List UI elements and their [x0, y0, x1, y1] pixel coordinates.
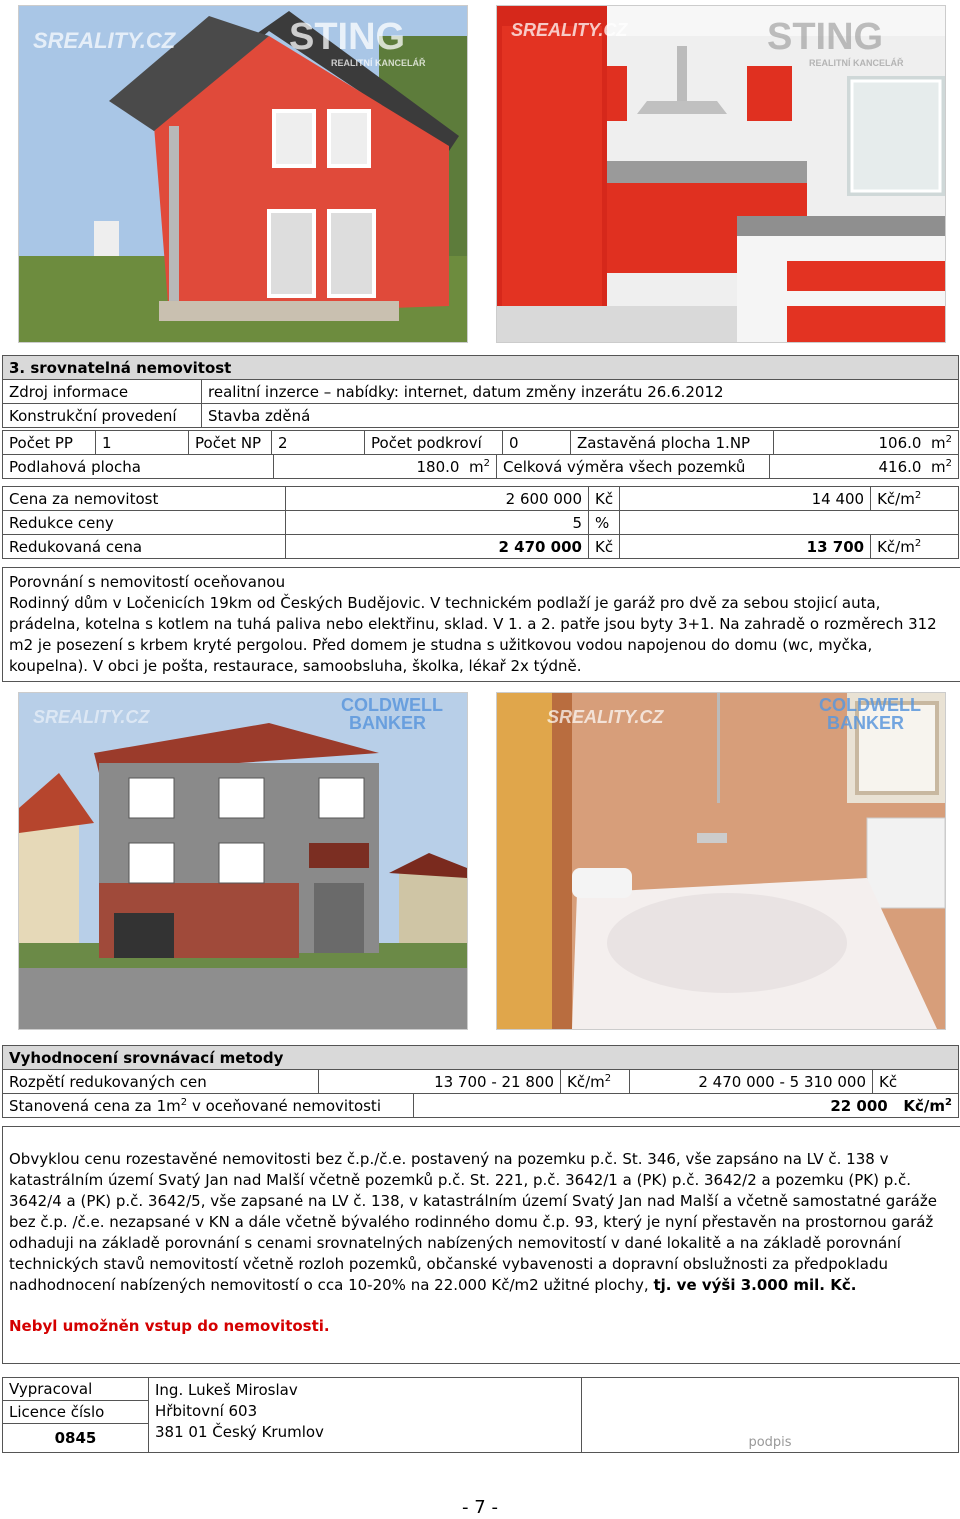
- licence-label: Licence číslo: [3, 1401, 149, 1424]
- construction-label: Konstrukční provedení: [3, 404, 202, 428]
- area-table: [2, 454, 959, 479]
- reduced-price-label: Redukovaná cena: [3, 535, 286, 559]
- built-area-label: Zastavěná plocha 1.NP: [571, 431, 774, 455]
- pp-label: Počet PP: [3, 431, 96, 455]
- reduced-price-value: 2 470 000: [286, 535, 589, 559]
- source-label: Zdroj informace: [3, 380, 202, 404]
- attic-label: Počet podkroví: [365, 431, 503, 455]
- unit-exponent: 2: [945, 433, 952, 445]
- coldwell-watermark: COLDWELL: [341, 695, 443, 715]
- per-m2-unit: Kč/m: [877, 489, 915, 508]
- sting-watermark: STING: [289, 16, 406, 58]
- construction-value: Stavba zděná: [202, 404, 959, 428]
- comparison-label: Porovnání s nemovitostí oceňovanou: [9, 573, 286, 591]
- photo-bathroom: [496, 692, 946, 1030]
- reduced-price-per-m2: 13 700: [620, 535, 871, 559]
- coldwell-watermark: COLDWELL: [819, 695, 921, 715]
- attic-value: 0: [503, 431, 571, 455]
- sting-subtitle: REALITNÍ KANCELÁŘ: [809, 58, 904, 68]
- built-area-unit: m: [931, 433, 946, 452]
- appraiser-name: Ing. Lukeš Miroslav: [155, 1381, 298, 1399]
- unit-exponent: 2: [945, 457, 952, 469]
- sreality-watermark: SREALITY.CZ: [33, 28, 176, 53]
- price-label: Cena za nemovitost: [3, 487, 286, 511]
- set-price-value: 22 000: [830, 1096, 888, 1115]
- price-per-m2: 14 400: [620, 487, 871, 511]
- land-area-unit: m: [931, 457, 946, 476]
- photo-red-kitchen: [496, 5, 946, 343]
- range-per-m2: 13 700 - 21 800: [319, 1070, 561, 1094]
- sreality-watermark: SREALITY.CZ: [511, 20, 628, 40]
- floor-area-label: Podlahová plocha: [3, 455, 274, 479]
- counts-table: [2, 430, 959, 455]
- sreality-watermark: SREALITY.CZ: [547, 707, 664, 727]
- photo-grey-house: [18, 692, 468, 1030]
- appraiser-table: [2, 1377, 959, 1453]
- pp-value: 1: [96, 431, 189, 455]
- conclusion-box: [2, 1126, 960, 1364]
- set-price-table: [2, 1093, 959, 1118]
- discount-value: 5: [286, 511, 589, 535]
- land-area-label: Celková výměra všech pozemků: [497, 455, 770, 479]
- photo-red-house: [18, 5, 468, 343]
- unit-exponent: 2: [945, 1096, 952, 1108]
- discount-unit: %: [589, 511, 620, 535]
- floor-area-unit: m: [469, 457, 484, 476]
- reduced-price-unit: Kč: [589, 535, 620, 559]
- floor-area-value: 180.0: [416, 457, 460, 476]
- unit-exponent: 2: [604, 1072, 612, 1084]
- unit-exponent: 2: [483, 457, 490, 469]
- sting-subtitle: REALITNÍ KANCELÁŘ: [331, 58, 426, 68]
- unit-exponent: 2: [180, 1096, 188, 1108]
- comparable-title: 3. srovnatelná nemovitost: [3, 356, 959, 380]
- np-value: 2: [272, 431, 365, 455]
- evaluation-title: Vyhodnocení srovnávací metody: [3, 1046, 959, 1070]
- price-value: 2 600 000: [286, 487, 589, 511]
- range-table: [2, 1069, 959, 1094]
- built-area-value: 106.0: [878, 433, 922, 452]
- set-price-unit: Kč/m: [903, 1096, 946, 1115]
- no-access-note: Nebyl umožněn vstup do nemovitosti.: [9, 1317, 330, 1335]
- appraiser-street: Hřbitovní 603: [155, 1402, 258, 1420]
- author-label: Vypracoval: [3, 1378, 149, 1401]
- appraiser-city: 381 01 Český Krumlov: [155, 1423, 324, 1441]
- comparison-box: [2, 567, 960, 682]
- sreality-watermark: SREALITY.CZ: [33, 707, 150, 727]
- range-label: Rozpětí redukovaných cen: [3, 1070, 319, 1094]
- range-total-unit: Kč: [873, 1070, 959, 1094]
- unit-exponent: 2: [914, 489, 922, 501]
- conclusion-text: Obvyklou cenu rozestavěné nemovitosti bez č.p./č.e. postavený na pozemku p.č. St. 346, vše zapsáno na LV č. 138 v katastrálním území Svatý Jan nad Malší včetně pozemků p.č. St. 221, p.č. 3642/1 a (PK) p.č. 3642/2 a pozemku (PK) p.č. 3642/4 a (PK) p.č. 3642/5, vše zapsané na LV č. 138, v katastrálním území Svatý Jan nad Malší a včetně samostatné garáže bez č.p. /č.e. nezapsané v KN a dále včetně bývalého rodinného domu č.p. 93, který je nyní přestavěn na prostornou garáž odhaduji na základě porovnání s cenami srovnatelných nabízených nemovitostí v dané lokalitě a na základě porovnání technických stavů nemovitostí včetně rozloh pozemků, občanské vybavenosti a dopravní obslužnosti za předpokladu nadhodnocení nabízených nemovitostí o cca 10-20% na 22.000 Kč/m2 užitné plochy,: [9, 1150, 937, 1294]
- set-price-label-suffix: v oceňované nemovitosti: [187, 1096, 381, 1115]
- discount-label: Redukce ceny: [3, 511, 286, 535]
- banker-watermark: BANKER: [827, 713, 905, 733]
- np-label: Počet NP: [189, 431, 272, 455]
- signature-label: podpis: [748, 1435, 792, 1450]
- sting-watermark: STING: [767, 16, 884, 58]
- page-number: - 7 -: [462, 1497, 498, 1518]
- set-price-label: Stanovená cena za 1m: [9, 1096, 181, 1115]
- banker-watermark: BANKER: [349, 713, 427, 733]
- evaluation-table: [2, 1045, 959, 1070]
- conclusion-bold: tj. ve výši 3.000 mil. Kč.: [653, 1276, 857, 1294]
- range-total: 2 470 000 - 5 310 000: [630, 1070, 873, 1094]
- per-m2-unit: Kč/m: [877, 537, 915, 556]
- land-area-value: 416.0: [878, 457, 922, 476]
- price-unit: Kč: [589, 487, 620, 511]
- price-table: [2, 486, 959, 559]
- comparable-table: [2, 355, 959, 428]
- licence-number: 0845: [3, 1424, 149, 1453]
- comparison-text: Rodinný dům v Ločenicích 19km od Českých Budějovic. V technickém podlaží je garáž pro dvě za sebou stojicí auta, prádelna, kotelna s kotlem na tuhá paliva nebo elektřinu, sklad. V 1. a 2. patře jsou byty 3+1. Na zahradě o rozměrech 312 m2 je posezení s krbem kryté pergolou. Před domem je studna s užitkovou vodou napojenou do domu (wc, myčka, koupelna). V obci je pošta, restaurace, samoobsluha, školka, lékař 2x týdně.: [9, 594, 937, 675]
- source-value: realitní inzerce – nabídky: internet, datum změny inzerátu 26.6.2012: [202, 380, 959, 404]
- range-per-m2-unit: Kč/m: [567, 1072, 605, 1091]
- unit-exponent: 2: [914, 537, 922, 549]
